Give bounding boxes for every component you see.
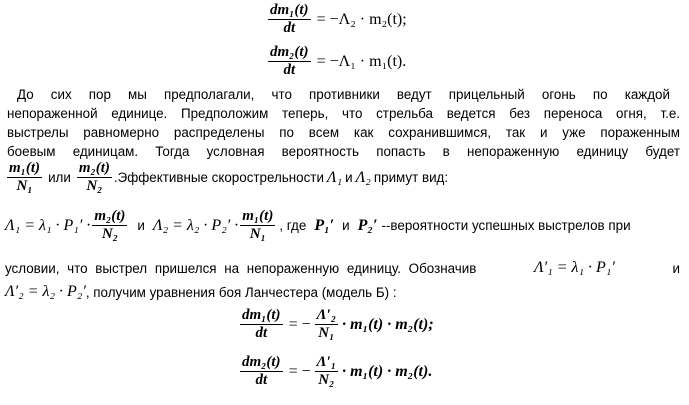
fraction-numerator: m₂(t) (78, 160, 110, 176)
lanchester-equation-1 (238, 307, 434, 342)
fraction (315, 354, 338, 389)
fraction-denominator: N₁ (16, 178, 33, 194)
p2-symbol: P₂′ (357, 216, 378, 234)
fraction (268, 44, 311, 79)
fraction (77, 160, 112, 195)
or-word: или (48, 170, 71, 185)
lambda-prime-1-expr: Λ′₁ = λ₁ · P₁′ (533, 259, 615, 276)
lanchester-equation-2 (238, 354, 432, 389)
fraction-numerator: m₁(t) (242, 208, 274, 224)
fraction (240, 354, 283, 389)
p1-symbol: P₁′ (314, 216, 335, 234)
equation-dm1 (266, 2, 407, 37)
equation-rhs: = −Λ₁ · m₁(t). (316, 52, 407, 70)
fraction-denominator: dt (283, 20, 296, 36)
equation-dm2 (266, 44, 406, 79)
fraction-denominator: dt (255, 325, 268, 341)
lambda-1: Λ₁ (326, 168, 343, 186)
fraction-numerator: Λ′₂ (316, 307, 337, 323)
fraction-numerator: dm₂(t) (242, 354, 281, 370)
paragraph-line: непораженной единице. Предположим теперь, что стрельба ведется без переноса огня, т.е. (7, 106, 680, 121)
equation-rhs: · m₁(t) · m₂(t); (342, 315, 434, 333)
and-word: и (672, 260, 680, 276)
fraction-denominator: N₁ (249, 226, 266, 242)
fraction (268, 2, 311, 37)
fraction (315, 307, 338, 342)
paragraph-line: боевым единицам. Тогда условная вероятность попасть в непораженную единицу будет (7, 144, 680, 159)
fraction-numerator: m₁(t) (9, 160, 41, 176)
fraction (92, 208, 127, 243)
fraction-numerator: m₂(t) (94, 208, 126, 224)
fraction-numerator: dm₁(t) (270, 2, 309, 18)
take-form-text: примут вид: (373, 170, 449, 185)
lanchester-text: , получим уравнения боя Ланчестера (модель Б) : (85, 284, 397, 300)
where-word: , где (279, 218, 307, 233)
fraction-numerator: dm₂(t) (270, 44, 309, 60)
lambda-prime-2-expr: Λ′₂ = λ₂ · P₂′ (5, 283, 86, 300)
paragraph-line: До сих пор мы предполагали, что противники ведут прицельный огонь по каждой (17, 87, 670, 102)
fraction-denominator: dt (255, 372, 268, 388)
lanchester-line (5, 283, 397, 301)
fraction (240, 307, 283, 342)
lambda-definitions (5, 208, 631, 243)
lambda-1-expr: Λ₁ = λ₁ · P₁′ · (5, 216, 91, 234)
lambda-2: Λ₂ (355, 168, 371, 186)
and-word: и (345, 170, 353, 185)
fraction-denominator: N₂ (318, 372, 335, 388)
fraction-numerator: dm₁(t) (242, 307, 281, 323)
paragraph-line: выстрелы равномерно распределены по всем как сохранившимся, так и уже пораженным (7, 125, 680, 140)
and-word: и (342, 218, 350, 233)
fraction-denominator: dt (283, 62, 296, 78)
fraction (240, 208, 275, 243)
equals-minus: = − (288, 362, 311, 380)
probabilities-text: --вероятности успешных выстрелов при (381, 218, 631, 233)
fraction-denominator: N₂ (86, 178, 103, 194)
equals-minus: = − (288, 315, 311, 333)
fraction (7, 160, 42, 195)
and-word: и (137, 218, 145, 233)
condition-line (5, 259, 680, 277)
equation-rhs: · m₁(t) · m₂(t). (342, 362, 433, 380)
fraction-denominator: N₂ (101, 226, 118, 242)
equation-rhs: = −Λ₂ · m₂(t); (316, 10, 407, 28)
fraction-numerator: Λ′₁ (316, 354, 337, 370)
fraction-denominator: N₁ (318, 325, 335, 341)
condition-text: условии, что выстрел пришелся на непораженную единицу. Обозначив (5, 260, 477, 276)
fraction-line (5, 160, 448, 195)
effective-rates-text: .Эффективные скорострельности (113, 170, 324, 185)
lambda-2-expr: Λ₂ = λ₂ · P₂′ · (152, 216, 239, 234)
